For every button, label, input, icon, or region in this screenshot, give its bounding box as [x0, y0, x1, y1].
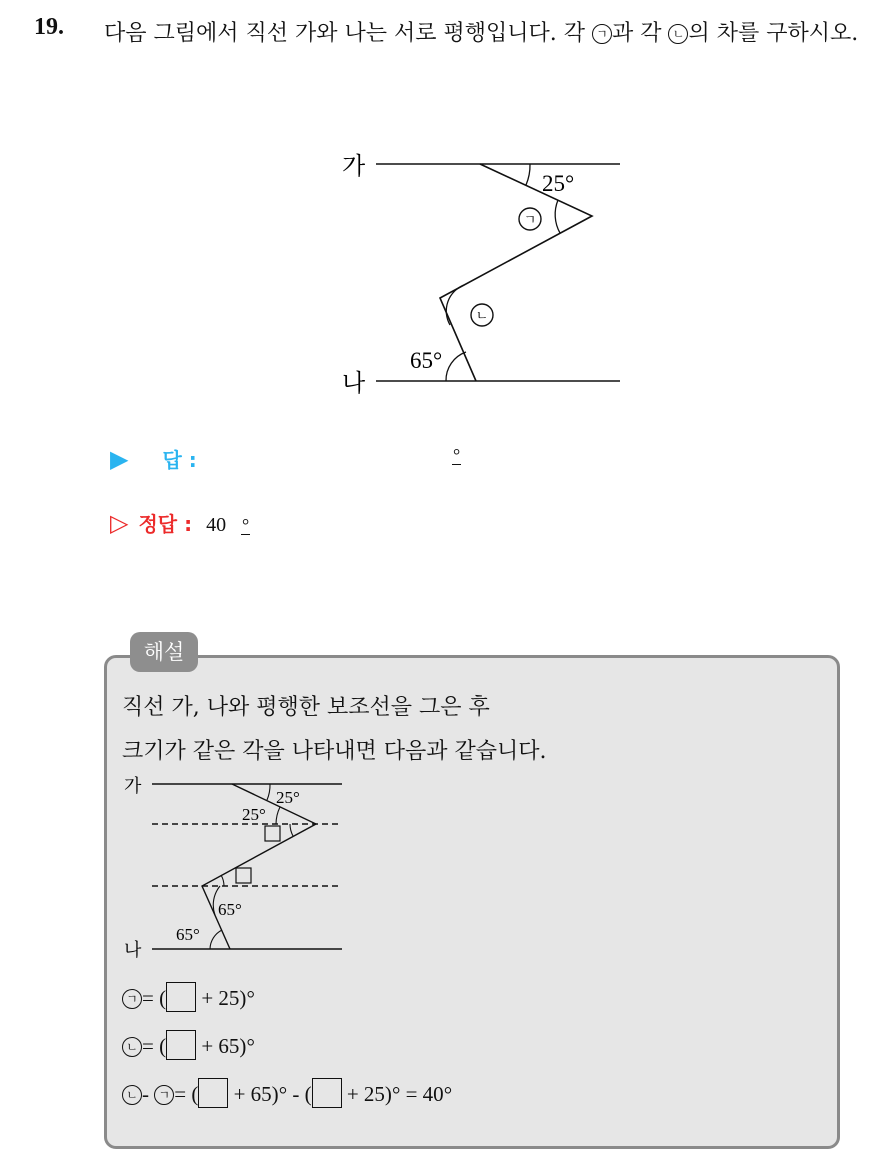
angle-label-65: 65°: [410, 348, 443, 373]
answer-unit: °: [453, 445, 461, 465]
answer-label: 답 :: [162, 448, 197, 472]
equation-1: ㄱ = ( + 25)°: [122, 982, 255, 1012]
answer-row: [110, 444, 197, 473]
correct-label: 정답 :: [138, 512, 193, 536]
angle-label-25: 25°: [542, 171, 575, 196]
mark2-text: ㄴ: [475, 309, 489, 324]
zigzag-line: [440, 164, 592, 381]
exp-label-ga: 가: [124, 776, 142, 796]
question-text-part3: 의 차를 구하시오.: [688, 21, 859, 46]
eq3-part2: + 25): [346, 1082, 392, 1106]
correct-triangle-icon: ▷: [110, 509, 129, 537]
correct-value: 40: [206, 514, 227, 536]
eq1-blank-box: [166, 982, 196, 1012]
exp-angle-25-top: 25°: [276, 788, 300, 807]
answer-unit-wrap: [452, 446, 461, 465]
question-text-part1: 다음 그림에서 직선 가와 나는 서로 평행입니다. 각: [104, 21, 592, 46]
question-number: 19.: [34, 14, 64, 40]
exp-angle-25-inner: 25°: [242, 805, 266, 824]
exp-arc-1: [267, 784, 270, 800]
exp-box-2: [236, 868, 251, 883]
eq3-part1: + 65): [233, 1082, 279, 1106]
label-na: 나: [342, 371, 366, 397]
explanation-line-1: 직선 가, 나와 평행한 보조선을 그은 후: [122, 695, 490, 720]
explanation-line-2: 크기가 같은 각을 나타내면 다음과 같습니다.: [122, 739, 547, 764]
eq3-degree-1: °: [278, 1082, 288, 1106]
eq2-circle-mark: ㄴ: [122, 1037, 142, 1057]
exp-label-na: 나: [124, 940, 142, 960]
eq3-circle-mark-b: ㄱ: [154, 1085, 174, 1105]
arc-mark1: [555, 200, 560, 233]
circle-mark-1: ㄱ: [592, 24, 612, 44]
eq2-degree: °: [246, 1034, 255, 1058]
label-ga: 가: [342, 154, 366, 180]
eq1-circle-mark: ㄱ: [122, 989, 142, 1009]
main-figure: [330, 140, 640, 400]
exp-box-1: [265, 826, 280, 841]
explanation-figure: [120, 770, 350, 960]
exp-arc-2: [276, 807, 280, 824]
arc-65: [446, 352, 466, 381]
answer-triangle-icon: ▶: [110, 445, 129, 473]
eq3-blank-box-2: [312, 1078, 342, 1108]
eq1-rhs: + 25): [201, 986, 247, 1010]
exp-arc-4: [221, 875, 224, 886]
exp-angle-65-mid: 65°: [218, 900, 242, 919]
eq2-rhs: + 65): [201, 1034, 247, 1058]
eq3-degree-3: °: [443, 1082, 453, 1106]
question-text: [104, 14, 864, 54]
exp-arc-3: [290, 824, 293, 836]
eq3-circle-mark-a: ㄴ: [122, 1085, 142, 1105]
equation-2: ㄴ = ( + 65)°: [122, 1030, 255, 1060]
exp-angle-65-bottom: 65°: [176, 925, 200, 944]
correct-unit: °: [242, 515, 250, 535]
exp-arc-6: [210, 930, 222, 949]
eq3-result: = 40: [405, 1082, 444, 1106]
question-text-part2: 과 각: [611, 21, 669, 46]
eq1-degree: °: [246, 986, 255, 1010]
circle-mark-2: ㄴ: [668, 24, 688, 44]
eq2-blank-box: [166, 1030, 196, 1060]
explanation-tag: 해설: [130, 632, 198, 672]
correct-row: [110, 508, 250, 537]
arc-25: [526, 164, 530, 185]
equation-3: ㄴ - ㄱ = ( + 65)° - ( + 25)° = 40°: [122, 1078, 452, 1108]
eq3-degree-2: °: [391, 1082, 401, 1106]
eq3-blank-box-1: [198, 1078, 228, 1108]
mark1-text: ㄱ: [523, 213, 537, 228]
explanation-text: [122, 686, 822, 774]
